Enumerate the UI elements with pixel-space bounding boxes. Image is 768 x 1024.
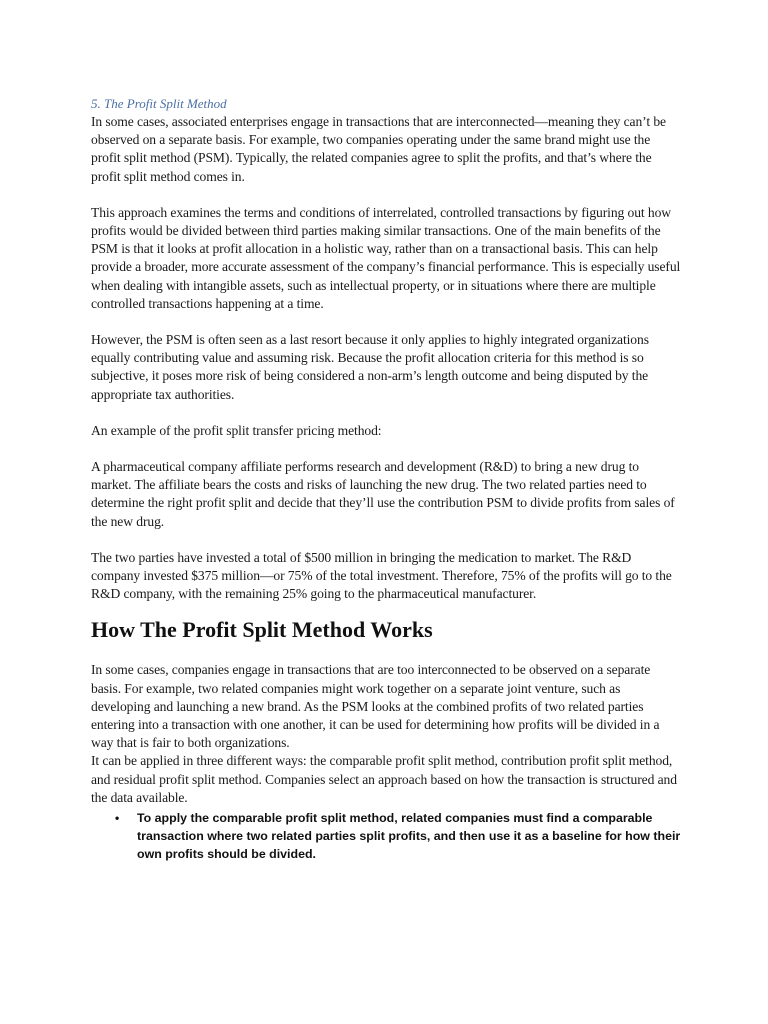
paragraph-intro: In some cases, associated enterprises engage in transactions that are interconnected—meaning they can’t be observed on a separate basis. For example, two companies operating under the same brand might use the profit split method (PSM). Typically, the related companies agree to split the profits, and that’s where the profit split method comes in. [91, 114, 666, 184]
paragraph-pharma-example: A pharmaceutical company affiliate performs research and development (R&D) to bring a new drug to market. The affiliate bears the costs and risks of launching the new drug. The two related parties need to determine the right profit split and decide that they’ll use the contribution PSM to divide profits from sales of the new drug. [91, 459, 675, 529]
bullet-list [91, 809, 681, 863]
document-content [91, 95, 681, 863]
bullet-text: To apply the comparable profit split method, related companies must find a comparable transaction where two related parties split profits, and then use it as a baseline for how their own profits should be divided. [137, 811, 681, 862]
paragraph-example-intro: An example of the profit split transfer pricing method: [91, 422, 382, 438]
section-heading: How The Profit Split Method Works [91, 617, 433, 643]
paragraph-how-it-works: In some cases, companies engage in transactions that are too interconnected to be observed on a separate basis. For example, two related companies might work together on a separate joint venture, such as developing and launching a new brand. As the PSM looks at the combined profits of two related parties entering into a transaction with one another, it can be used for determining how profits will be divided in a way that is fair to both organizations. [91, 662, 660, 751]
paragraph-last-resort: However, the PSM is often seen as a last resort because it only applies to highly integrated organizations equally contributing value and assuming risk. Because the profit allocation criteria for this method is so subjective, it poses more risk of being considered a non-arm’s length outcome and being disputed by the appropriate tax authorities. [91, 332, 649, 402]
paragraph-three-ways: It can be applied in three different ways: the comparable profit split method, contribution profit split method, and residual profit split method. Companies select an approach based on how the transaction is structured and the data available. [91, 753, 677, 805]
list-item [115, 809, 681, 863]
paragraph-approach: This approach examines the terms and conditions of interrelated, controlled transactions by figuring out how profits would be divided between third parties making similar transactions. One of the main benefits of the PSM is that it looks at profit allocation in a holistic way, rather than on a transactional basis. This can help provide a broader, more accurate assessment of the company’s financial performance. This is especially useful when dealing with intangible assets, such as intellectual property, or in situations where there are multiple controlled transactions happening at a time. [91, 204, 681, 311]
section-label: 5. The Profit Split Method [91, 96, 227, 111]
paragraph-investment: The two parties have invested a total of $500 million in bringing the medication to market. The R&D company invested $375 million—or 75% of the total investment. Therefore, 75% of the profits will go to the R&D company, with the remaining 25% going to the pharmaceutical manufacturer. [91, 549, 672, 602]
bullet-icon: • [115, 811, 120, 826]
